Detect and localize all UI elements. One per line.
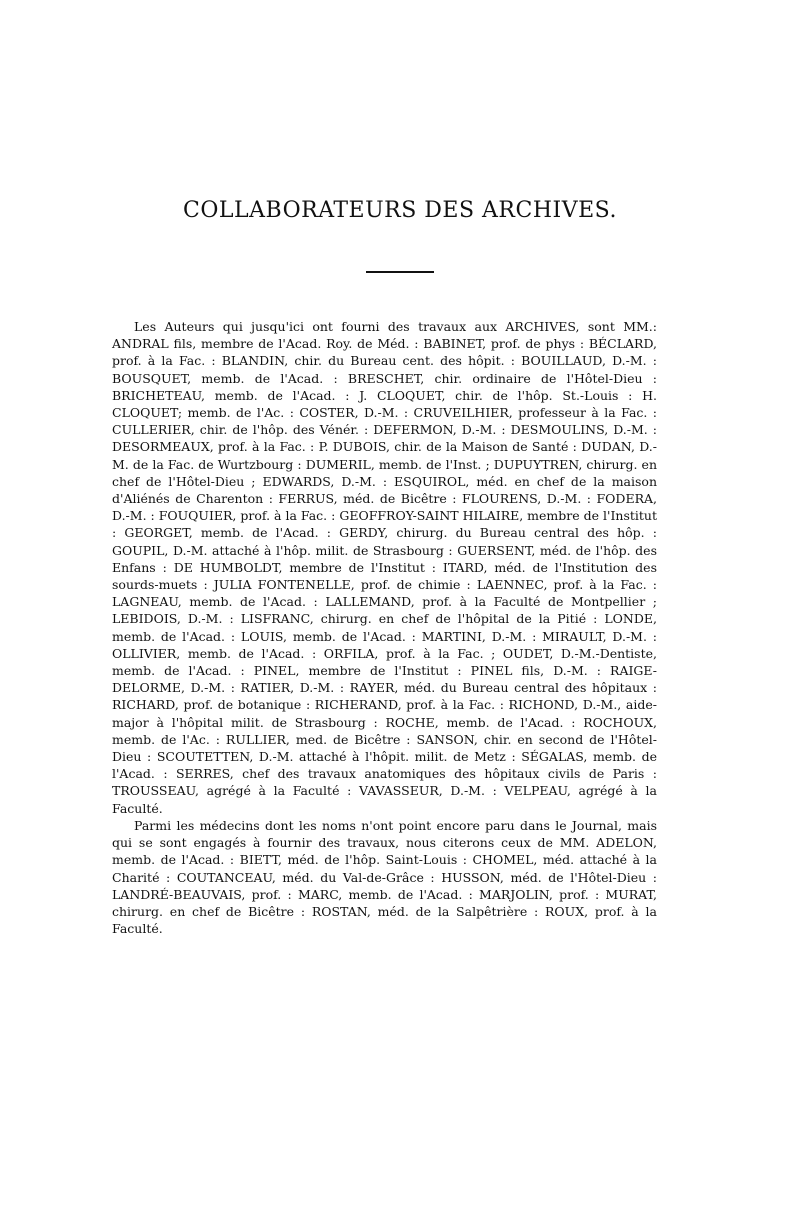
page-title: COLLABORATEURS DES ARCHIVES. (183, 198, 617, 223)
document-body (112, 318, 657, 937)
paragraph-contributors: Les Auteurs qui jusqu'ici ont fourni des travaux aux ARCHIVES, sont MM.: ANDRAL fils, membre de l'Acad. Roy. de Méd. : BABINET, prof. de phys : BÉCLARD, prof. à la Fac. : BLANDIN, chir. du Bureau cent. des hôpit. : BOUILLAUD, D.-M. : BOUSQUET, memb. de l'Acad. : BRESCHET, chir. ordinaire de l'Hôtel-Dieu : BRICHETEAU, memb. de l'Acad. : J. CLOQUET, chir. de l'hôp. St.-Louis : H. CLOQUET; memb. de l'Ac. : COSTER, D.-M. : CRUVEILHIER, professeur à la Fac. : CULLERIER, chir. de l'hôp. des Vénér. : DEFERMON, D.-M. : DESMOULINS, D.-M. : DESORMEAUX, prof. à la Fac. : P. DUBOIS, chir. de la Maison de Santé : DUDAN, D.-M. de la Fac. de Wurtzbourg : DUMERIL, memb. de l'Inst. ; DUPUYTREN, chirurg. en chef de l'Hôtel-Dieu ; EDWARDS, D.-M. : ESQUIROL, méd. en chef de la maison d'Aliénés de Charenton : FERRUS, méd. de Bicêtre : FLOURENS, D.-M. : FODERA, D.-M. : FOUQUIER, prof. à la Fac. : GEOFFROY-SAINT HILAIRE, membre de l'Institut : GEORGET, memb. de l'Acad. : GERDY, chirurg. du Bureau central des hôp. : GOUPIL, D.-M. attaché à l'hôp. milit. de Strasbourg : GUERSENT, méd. de l'hôp. des Enfans : DE HUMBOLDT, membre de l'Institut : ITARD, méd. de l'Institution des sourds-muets : JULIA FONTENELLE, prof. de chimie : LAENNEC, prof. à la Fac. : LAGNEAU, memb. de l'Acad. : LALLEMAND, prof. à la Faculté de Montpellier ; LEBIDOIS, D.-M. : LISFRANC, chirurg. en chef de l'hôpital de la Pitié : LONDE, memb. de l'Acad. : LOUIS, memb. de l'Acad. : MARTINI, D.-M. : MIRAULT, D.-M. : OLLIVIER, memb. de l'Acad. : ORFILA, prof. à la Fac. ; OUDET, D.-M.-Dentiste, memb. de l'Acad. : PINEL, membre de l'Institut : PINEL fils, D.-M. : RAIGE-DELORME, D.-M. : RATIER, D.-M. : RAYER, méd. du Bureau central des hôpitaux : RICHARD, prof. de botanique : RICHERAND, prof. à la Fac. : RICHOND, D.-M., aide-major à l'hôpital milit. de Strasbourg : ROCHE, memb. de l'Acad. : ROCHOUX, memb. de l'Ac. : RULLIER, med. de Bicêtre : SANSON, chir. en second de l'Hôtel-Dieu : SCOUTETTEN, D.-M. attaché à l'hôpit. milit. de Metz : SÉGALAS, memb. de l'Acad. : SERRES, chef des travaux anatomiques des hôpitaux civils de Paris : TROUSSEAU, agrégé à la Faculté : VAVASSEUR, D.-M. : VELPEAU, agrégé à la Faculté. (112, 319, 657, 816)
title-divider (366, 271, 434, 273)
paragraph-future-contributors: Parmi les médecins dont les noms n'ont point encore paru dans le Journal, mais qui se sont engagés à fournir des travaux, nous citerons ceux de MM. ADELON, memb. de l'Acad. : BIETT, méd. de l'hôp. Saint-Louis : CHOMEL, méd. attaché à la Charité : COUTANCEAU, méd. du Val-de-Grâce : HUSSON, méd. de l'Hôtel-Dieu : LANDRÉ-BEAUVAIS, prof. : MARC, memb. de l'Acad. : MARJOLIN, prof. : MURAT, chirurg. en chef de Bicêtre : ROSTAN, méd. de la Salpêtrière : ROUX, prof. à la Faculté. (112, 817, 657, 937)
